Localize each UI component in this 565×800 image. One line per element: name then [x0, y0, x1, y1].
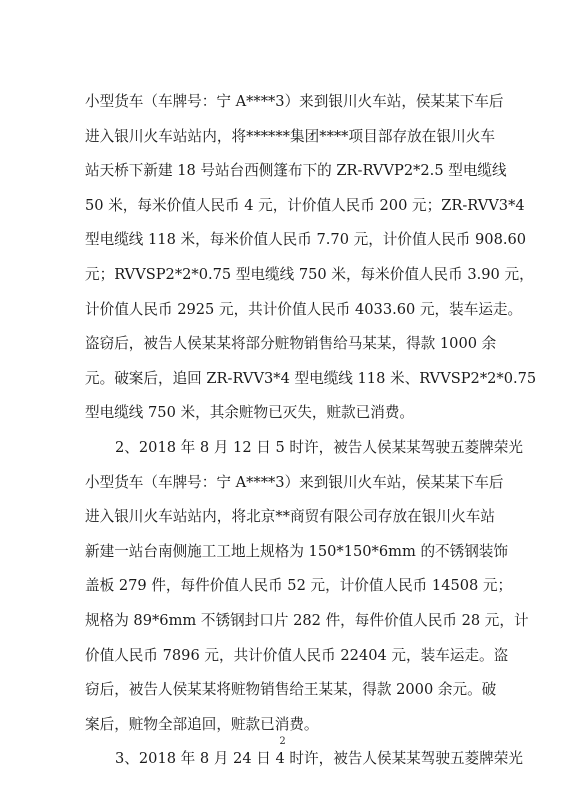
text-line: 型电缆线 118 米，每米价值人民币 7.70 元，计价值人民币 908.60: [85, 231, 527, 249]
text-line: 盗窃后，被告人侯某某将部分赃物销售给马某某，得款 1000 余: [85, 335, 497, 353]
text-line: 元；RVVSP2*2*0.75 型电缆线 750 米，每米价值人民币 3.90 元，: [85, 265, 534, 283]
text-line: 元。破案后，追回 ZR-RVV3*4 型电缆线 118 米、RVVSP2*2*0.75: [85, 369, 537, 387]
text-line: 窃后，被告人侯某某将赃物销售给王某某，得款 2000 余元。破: [85, 681, 497, 699]
text-line: 价值人民币 7896 元，共计价值人民币 22404 元，装车运走。盗: [85, 646, 509, 664]
text-line: 规格为 89*6mm 不锈钢封口片 282 件，每件价值人民币 28 元，计: [85, 611, 529, 629]
text-line: 型电缆线 750 米，其余赃物已灭失，赃款已消费。: [85, 404, 415, 422]
text-line: 案后，赃物全部追回，赃款已消费。: [85, 715, 319, 733]
page-number: 2: [279, 736, 286, 747]
paragraph-start-line: 3、2018 年 8 月 24 日 4 时许，被告人侯某某驾驶五菱牌荣光: [115, 750, 523, 768]
text-line: 站天桥下新建 18 号站台西侧篷布下的 ZR-RVVP2*2.5 型电缆线: [85, 162, 507, 180]
text-line: 进入银川火车站站内，将******集团****项目部存放在银川火车: [85, 127, 495, 145]
text-line: 小型货车（车牌号：宁 A****3）来到银川火车站，侯某某下车后: [85, 473, 504, 491]
text-line: 盖板 279 件，每件价值人民币 52 元，计价值人民币 14508 元；: [85, 577, 513, 595]
text-line: 计价值人民币 2925 元，共计价值人民币 4033.60 元，装车运走。: [85, 300, 523, 318]
text-line: 小型货车（车牌号：宁 A****3）来到银川火车站，侯某某下车后: [85, 93, 504, 110]
text-line: 进入银川火车站站内，将北京**商贸有限公司存放在银川火车站: [85, 508, 495, 526]
document-body: [85, 85, 537, 777]
paragraph-start-line: 2、2018 年 8 月 12 日 5 时许，被告人侯某某驾驶五菱牌荣光: [115, 438, 523, 456]
text-line: 新建一站台南侧施工工地上规格为 150*150*6mm 的不锈钢装饰: [85, 542, 509, 560]
text-line: 50 米，每米价值人民币 4 元，计价值人民币 200 元；ZR-RVV3*4: [85, 196, 525, 214]
